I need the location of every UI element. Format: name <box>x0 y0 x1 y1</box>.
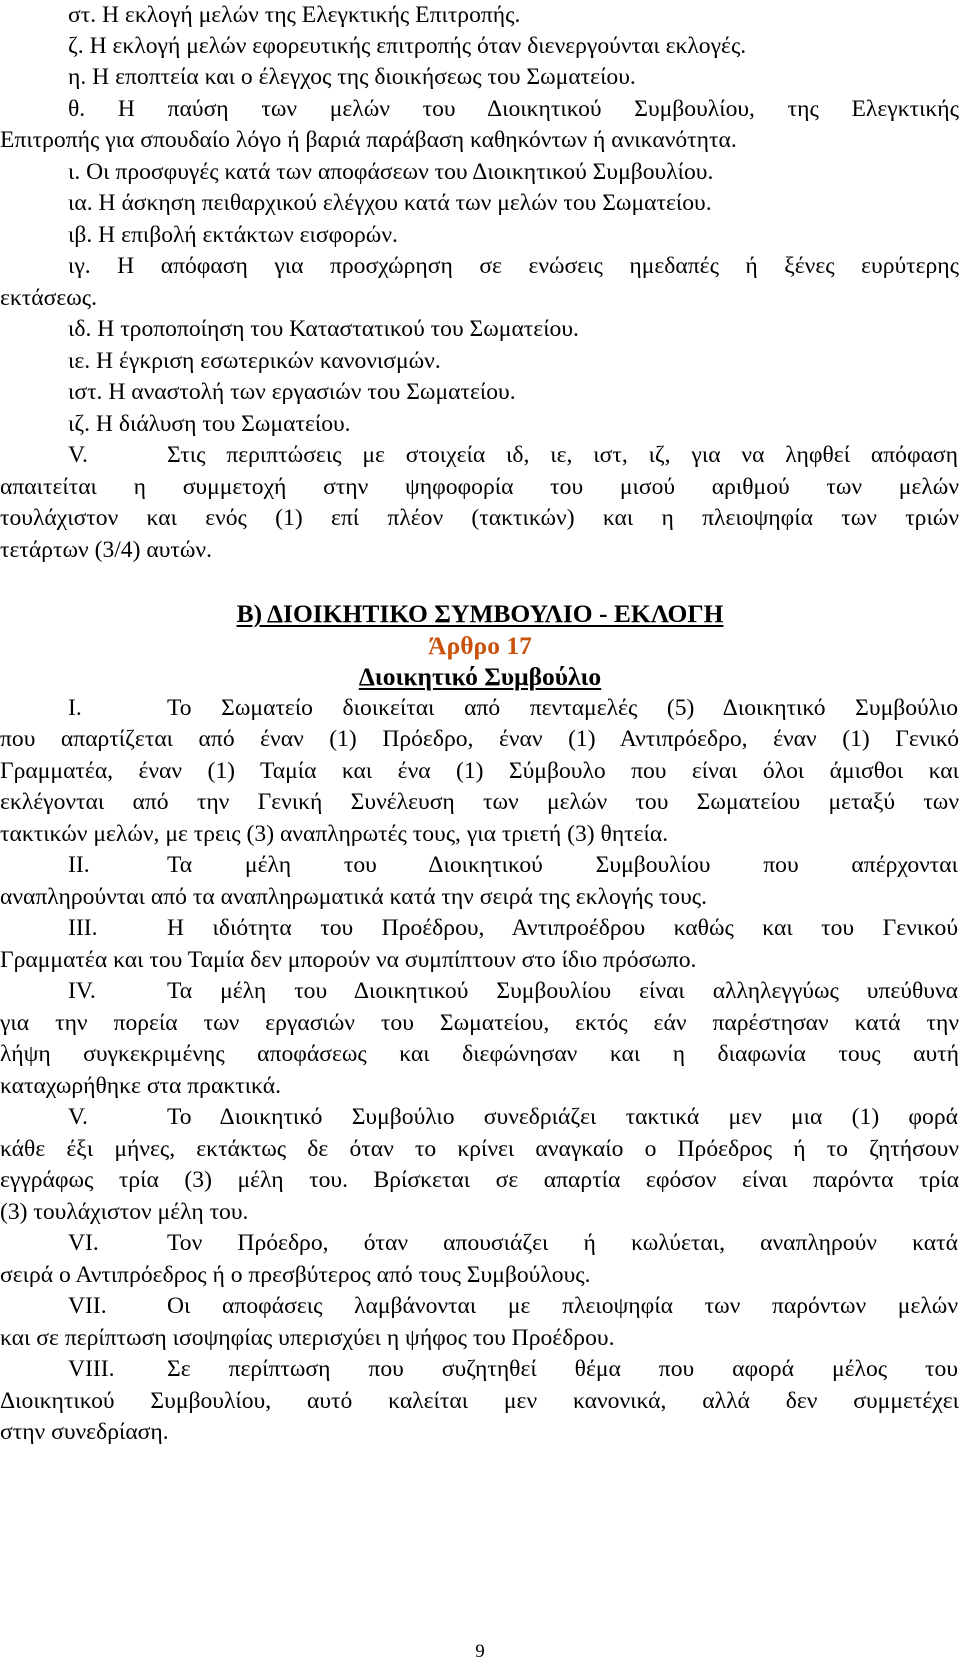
list-item: ιζ. Η διάλυση του Σωματείου. <box>68 411 351 437</box>
paragraph-line-text: εκλέγονται από την Γενική Συνέλευση των μελών του Σωματείου μεταξύ των <box>0 789 959 815</box>
article-heading: Άρθρο 17 <box>428 631 532 660</box>
paragraph-line <box>0 724 959 756</box>
paragraph-first-line: Το Σωματείο διοικείται από πενταμελές (5) Διοικητικό Συμβούλιο <box>167 695 958 721</box>
list-item: ιστ. Η αναστολή των εργασιών του Σωματείου. <box>68 379 516 405</box>
paragraph-label: II. <box>68 852 90 878</box>
article-title <box>0 661 960 693</box>
paragraph-label: VI. <box>68 1230 99 1256</box>
paragraph-line-text: τακτικών μελών, με τρεις (3) αναπληρωτές τους, για τριετή (3) θητεία. <box>0 821 669 847</box>
paragraph-line <box>0 756 959 788</box>
paragraph-line-text: Διοικητικού Συμβουλίου, αυτό καλείται μεν κανονικά, αλλά δεν συμμετέχει <box>0 1388 959 1414</box>
paragraph-first-line: Σε περίπτωση που συζητηθεί θέμα που αφορά μέλος του <box>167 1356 958 1382</box>
paragraph-line <box>0 1039 959 1071</box>
paragraph-line-text: κάθε έξι μήνες, εκτάκτως δε όταν το κρίνει αναγκαίο ο Πρόεδρος ή το ζητήσουν <box>0 1136 959 1162</box>
list-item-continuation: εκτάσεως. <box>0 285 98 311</box>
paragraph-first-line: Στις περιπτώσεις με στοιχεία ιδ, ιε, ιστ, ιζ, για να ληφθεί απόφαση <box>167 442 958 468</box>
list-item: ιε. Η έγκριση εσωτερικών κανονισμών. <box>68 348 441 374</box>
paragraph-line <box>0 1386 959 1418</box>
list-item: ιδ. Η τροποποίηση του Καταστατικού του Σωματείου. <box>68 316 579 342</box>
paragraph-line-text: στην συνεδρίαση. <box>0 1419 169 1445</box>
list-item: ι. Οι προσφυγές κατά των αποφάσεων του Διοικητικού Συμβουλίου. <box>68 159 714 185</box>
paragraph-line <box>0 1008 959 1040</box>
paragraph-line-text: (3) τουλάχιστον μέλη του. <box>0 1199 249 1225</box>
paragraph-label: III. <box>68 915 98 941</box>
list-item: ζ. Η εκλογή μελών εφορευτικής επιτροπής όταν διενεργούνται εκλογές. <box>68 33 747 59</box>
paragraph-line-text: σειρά ο Αντιπρόεδρος ή ο πρεσβύτερος από τους Συμβούλους. <box>0 1262 591 1288</box>
paragraph-first-line: Τα μέλη του Διοικητικού Συμβουλίου που απέρχονται <box>167 852 958 878</box>
paragraph-line-text: για την πορεία των εργασιών του Σωματείου, εκτός εάν παρέστησαν κατά την <box>0 1010 959 1036</box>
list-item-line <box>68 94 959 126</box>
paragraph-line <box>0 503 959 535</box>
paragraph-line-text: λήψη συγκεκριμένης αποφάσεως και διεφώνησαν και η διαφωνία τους αυτή <box>0 1041 959 1067</box>
paragraph-label: V. <box>68 442 88 468</box>
paragraph-label: VII. <box>68 1293 107 1319</box>
list-item: η. Η εποπτεία και ο έλεγχος της διοικήσεως του Σωματείου. <box>68 64 636 90</box>
paragraph-line <box>0 1134 959 1166</box>
paragraph-first-line: Η ιδιότητα του Προέδρου, Αντιπροέδρου καθώς και του Γενικού <box>167 915 958 941</box>
list-item: ια. Η άσκηση πειθαρχικού ελέγχου κατά των μελών του Σωματείου. <box>68 190 712 216</box>
paragraph-first-line: Τα μέλη του Διοικητικού Συμβουλίου είναι αλληλεγγύως υπεύθυνα <box>167 978 958 1004</box>
paragraph-line <box>0 472 959 504</box>
paragraph-label: IV. <box>68 978 96 1004</box>
page-number: 9 <box>475 1641 485 1662</box>
paragraph-line-text: τουλάχιστον και ενός (1) επί πλέον (τακτικών) και η πλειοψηφία των τριών <box>0 505 959 531</box>
paragraph-line-text: Γραμματέα, έναν (1) Ταμία και ένα (1) Σύμβουλο που είναι όλοι άμισθοι και <box>0 758 959 784</box>
paragraph-label: I. <box>68 695 82 721</box>
article-title-text: Διοικητικό Συμβούλιο <box>358 662 602 691</box>
section-heading <box>0 598 960 630</box>
list-item-continuation: Επιτροπής για σπουδαίο λόγο ή βαριά παράβαση καθηκόντων ή ανικανότητα. <box>0 127 737 153</box>
list-item: ιβ. Η επιβολή εκτάκτων εισφορών. <box>68 222 398 248</box>
paragraph-line <box>0 787 959 819</box>
section-heading-text: Β) ΔΙΟΙΚΗΤΙΚΟ ΣΥΜΒΟΥΛΙΟ - ΕΚΛΟΓΗ <box>236 599 724 628</box>
list-item: στ. Η εκλογή μελών της Ελεγκτικής Επιτροπής. <box>68 2 521 28</box>
paragraph-line-text: Γραμματέα και του Ταμία δεν μπορούν να συμπίπτουν στο ίδιο πρόσωπο. <box>0 947 697 973</box>
paragraph-first-line: Τον Πρόεδρο, όταν απουσιάζει ή κωλύεται, αναπληρούν κατά <box>167 1230 958 1256</box>
list-item-line <box>68 251 959 283</box>
paragraph-label: VIII. <box>68 1356 115 1382</box>
paragraph-line <box>0 1165 959 1197</box>
paragraph-line-text: καταχωρήθηκε στα πρακτικά. <box>0 1073 281 1099</box>
paragraph-line-text: εγγράφως τρία (3) μέλη του. Βρίσκεται σε απαρτία εφόσον είναι παρόντα τρία <box>0 1167 959 1193</box>
paragraph-line-text: τετάρτων (3/4) αυτών. <box>0 537 212 563</box>
paragraph-first-line: Οι αποφάσεις λαμβάνονται με πλειοψηφία των παρόντων μελών <box>167 1293 958 1319</box>
paragraph-label: V. <box>68 1104 88 1130</box>
paragraph-line-text: που απαρτίζεται από έναν (1) Πρόεδρο, έναν (1) Αντιπρόεδρο, έναν (1) Γενικό <box>0 726 959 752</box>
paragraph-first-line: Το Διοικητικό Συμβούλιο συνεδριάζει τακτικά μεν μια (1) φορά <box>167 1104 958 1130</box>
paragraph-line-text: αναπληρούνται από τα αναπληρωματικά κατά την σειρά της εκλογής τους. <box>0 884 708 910</box>
paragraph-line-text: απαιτείται η συμμετοχή στην ψηφοφορία του μισού αριθμού των μελών <box>0 474 959 500</box>
paragraph-line-text: και σε περίπτωση ισοψηφίας υπερισχύει η ψήφος του Προέδρου. <box>0 1325 615 1351</box>
list-item: ιγ. Η απόφαση για προσχώρηση σε ενώσεις ημεδαπές ή ξένες ευρύτερης <box>68 253 959 279</box>
list-item: θ. Η παύση των μελών του Διοικητικού Συμβουλίου, της Ελεγκτικής <box>68 96 959 122</box>
